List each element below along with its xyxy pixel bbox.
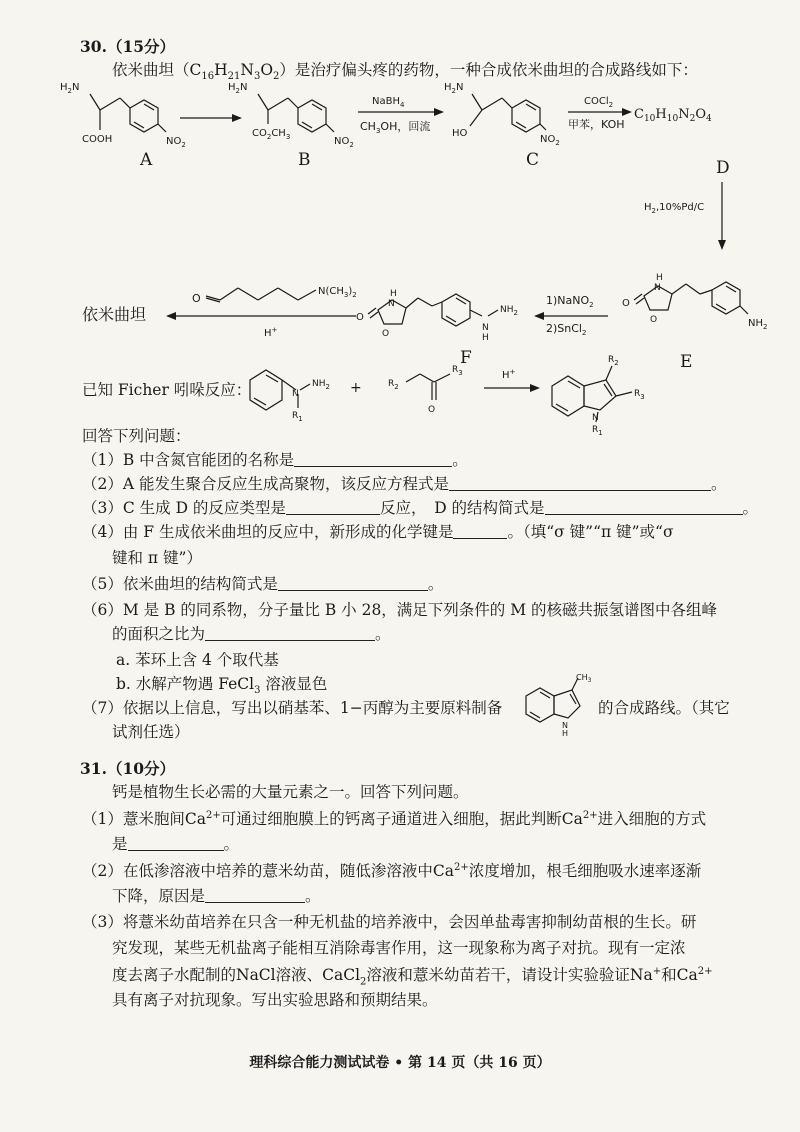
- q31-sub3: （3）将薏米幼苗培养在只含一种无机盐的培养液中，会因单盐毒害抑制幼苗根的生长。研: [82, 913, 697, 931]
- q31-sub1: （1）薏米胞间$Ca^{2+}$可通过细胞膜上的钙离子通道进入细胞，据此判断$Ca^{2+}$进入细胞的方式: [82, 810, 707, 829]
- fischer-reaction: [240, 350, 700, 440]
- answer-blank-3b[interactable]: [545, 500, 743, 515]
- q31-sub3-line4: 具有离子对抗现象。写出实验思路和预期结果。: [112, 991, 438, 1009]
- svg-text:NO2: $NO_2$: [540, 134, 560, 147]
- question-31-header: 31.（10分）: [80, 759, 176, 778]
- label-f: F: [460, 348, 472, 368]
- page-footer: 理科综合能力测试试卷 • 第 14 页（共 16 页）: [249, 1055, 551, 1071]
- q30-sub7: （7）依据以上信息，写出以硝基苯、1−丙醇为主要原料制备: [82, 699, 503, 717]
- svg-text:NO2: $NO_2$: [166, 136, 186, 149]
- svg-text:N: N: [592, 413, 599, 423]
- question-31-intro: 钙是植物生长必需的大量元素之一。回答下列问题。: [112, 783, 469, 801]
- svg-text:H2N: $H_2N$: [60, 82, 80, 95]
- aldehyde-fragment: [206, 288, 316, 302]
- svg-text:H2N: $H_2N$: [444, 82, 464, 95]
- answer-blank-4[interactable]: [453, 524, 507, 539]
- intro-suffix: ）是治疗偏头疼的药物，一种合成依米曲坦的合成路线如下：: [279, 61, 698, 79]
- q31-sub2-cont: 下降，原因是 。: [112, 887, 321, 905]
- label-e: E: [680, 352, 693, 372]
- svg-text:1)NaNO2: 1)NaNO$_2$: [546, 294, 594, 309]
- svg-text:H2N: $H_2N$: [228, 82, 248, 95]
- q31-sub2: （2）在低渗溶液中培养的薏米幼苗，随低渗溶液中$Ca^{2+}$浓度增加，根毛细胞吸水速率逐渐: [82, 862, 702, 881]
- svg-text:N: N: [482, 323, 489, 333]
- svg-text:HO: HO: [452, 128, 468, 139]
- q31-sub3-line3: 度去离子水配制的NaCl溶液、CaCl$_2$溶液和薏米幼苗若干，请设计实验验证Na+和$Ca^{2+}$: [112, 966, 713, 988]
- svg-text:+: +: [350, 380, 362, 396]
- svg-text:R1: $R_1$: [592, 425, 603, 437]
- answer-blank-6[interactable]: [205, 626, 375, 641]
- q31-sub3-line2: 究发现，某些无机盐离子能相互消除毒害作用，这一现象称为离子对抗。现有一定浓: [112, 939, 686, 957]
- svg-text:COCl2: COCl$_2$: [584, 96, 614, 109]
- svg-text:H: H: [390, 289, 397, 299]
- q30-sub7-cont: 的合成路线。（其它: [598, 699, 730, 717]
- svg-text:NH2: $NH_2$: [500, 305, 518, 317]
- svg-text:NO2: $NO_2$: [334, 136, 354, 149]
- svg-text:N: N: [654, 283, 661, 293]
- answer-prompt: 回答下列问题：: [82, 427, 191, 445]
- svg-text:H2,10%Pd/C: $H_2,10\%Pd/C$: [644, 202, 705, 215]
- label-a: A: [140, 150, 153, 170]
- svg-text:O: O: [192, 292, 201, 305]
- svg-text:NH2: $NH_2$: [748, 318, 768, 331]
- svg-text:O: O: [356, 312, 364, 323]
- svg-text:R2: $R_2$: [388, 379, 399, 391]
- svg-text:N: N: [562, 721, 568, 730]
- svg-text:H: H: [482, 333, 489, 343]
- svg-text:R1: $R_1$: [292, 411, 303, 423]
- q30-sub6-cont: 的面积之比为 。: [112, 625, 391, 643]
- svg-text:H+: H+: [502, 368, 516, 381]
- answer-blank-2[interactable]: [449, 476, 711, 491]
- answer-blank-31-1[interactable]: [128, 836, 224, 851]
- svg-text:2)SnCl2: 2)SnCl$_2$: [546, 322, 587, 337]
- svg-text:H: H: [656, 273, 663, 283]
- svg-text:N: N: [388, 299, 395, 309]
- svg-text:NH2: $NH_2$: [312, 379, 330, 391]
- q30-sub6: （6）M 是 B 的同系物，分子量比 B 小 28，满足下列条件的 M 的核磁共振氢谱图中各组峰: [82, 601, 718, 619]
- q31-sub1-cont: 是 。: [112, 835, 240, 853]
- answer-blank-31-2[interactable]: [205, 888, 305, 903]
- molecule-a: [90, 94, 166, 132]
- svg-text:CH3: $CH_3$: [576, 673, 592, 684]
- answer-blank-5[interactable]: [278, 576, 428, 591]
- label-b: B: [298, 150, 311, 170]
- molecule-c: [470, 94, 546, 132]
- svg-text:O: O: [382, 329, 390, 339]
- q30-sub7-end: 试剂任选）: [112, 723, 190, 741]
- label-d: D: [716, 158, 730, 178]
- svg-text:O: O: [650, 315, 658, 325]
- svg-text:R2: $R_2$: [608, 355, 619, 367]
- svg-text:CH3OH，回流: $CH_3OH$，回流: [360, 120, 431, 135]
- svg-text:N(CH3)2: $N(CH_3)_2$: [318, 286, 357, 299]
- label-c: C: [526, 150, 540, 170]
- svg-text:N: N: [292, 389, 299, 399]
- svg-text:H+: H+: [264, 326, 278, 339]
- svg-text:NaBH4: NaBH$_4$: [372, 96, 405, 109]
- q30-sub3: （3）C 生成 D 的反应类型是 反应， D 的结构简式是 。: [82, 499, 759, 517]
- question-30-header: 30.（15分）: [80, 37, 176, 56]
- fischer-label: 已知 Ficher 吲哚反应：: [82, 381, 252, 399]
- svg-text:C10H10N2O4: $C_{10}H_{10}N_2O_4$: [634, 107, 712, 124]
- methylindole-structure: [520, 672, 600, 738]
- svg-text:O: O: [622, 298, 630, 309]
- svg-text:CO2CH3: $CO_2CH_3$: [252, 128, 291, 141]
- svg-text:H: H: [562, 729, 569, 738]
- q30-sub5: （5）依米曲坦的结构简式是 。: [82, 575, 444, 593]
- q30-sub6-b: b. 水解产物遇 FeCl$_3$ 溶液显色: [116, 675, 328, 697]
- answer-blank-3a[interactable]: [286, 500, 380, 515]
- svg-text:O: O: [428, 405, 436, 415]
- intro-prefix: 依米曲坦（$C_{16}H_{21}N_3O_2$: [112, 61, 280, 83]
- molecule-b: [258, 94, 334, 132]
- synthesis-row-1: [0, 80, 800, 180]
- molecule-e: [634, 282, 748, 314]
- q30-sub4: （4）由 F 生成依米曲坦的反应中，新形成的化学键是 。（填“σ 键”“π 键”或“σ: [82, 523, 674, 541]
- q30-sub1: （1）B 中含氮官能团的名称是 。: [82, 451, 468, 469]
- svg-text:COOH: COOH: [82, 134, 113, 145]
- arrow-d-e: [640, 178, 740, 258]
- q30-sub2: （2）A 能发生聚合反应生成高聚物，该反应方程式是 。: [82, 475, 727, 493]
- q30-sub4-cont: 键和 π 键”）: [112, 549, 202, 567]
- q30-sub6-a: a. 苯环上含 4 个取代基: [116, 651, 279, 669]
- svg-text:R3: $R_3$: [452, 365, 463, 377]
- svg-text:R3: $R_3$: [634, 389, 645, 401]
- answer-blank-1[interactable]: [294, 452, 452, 467]
- product-name: 依米曲坦: [82, 305, 147, 324]
- svg-text:甲苯，KOH: 甲苯，KOH: [568, 118, 625, 131]
